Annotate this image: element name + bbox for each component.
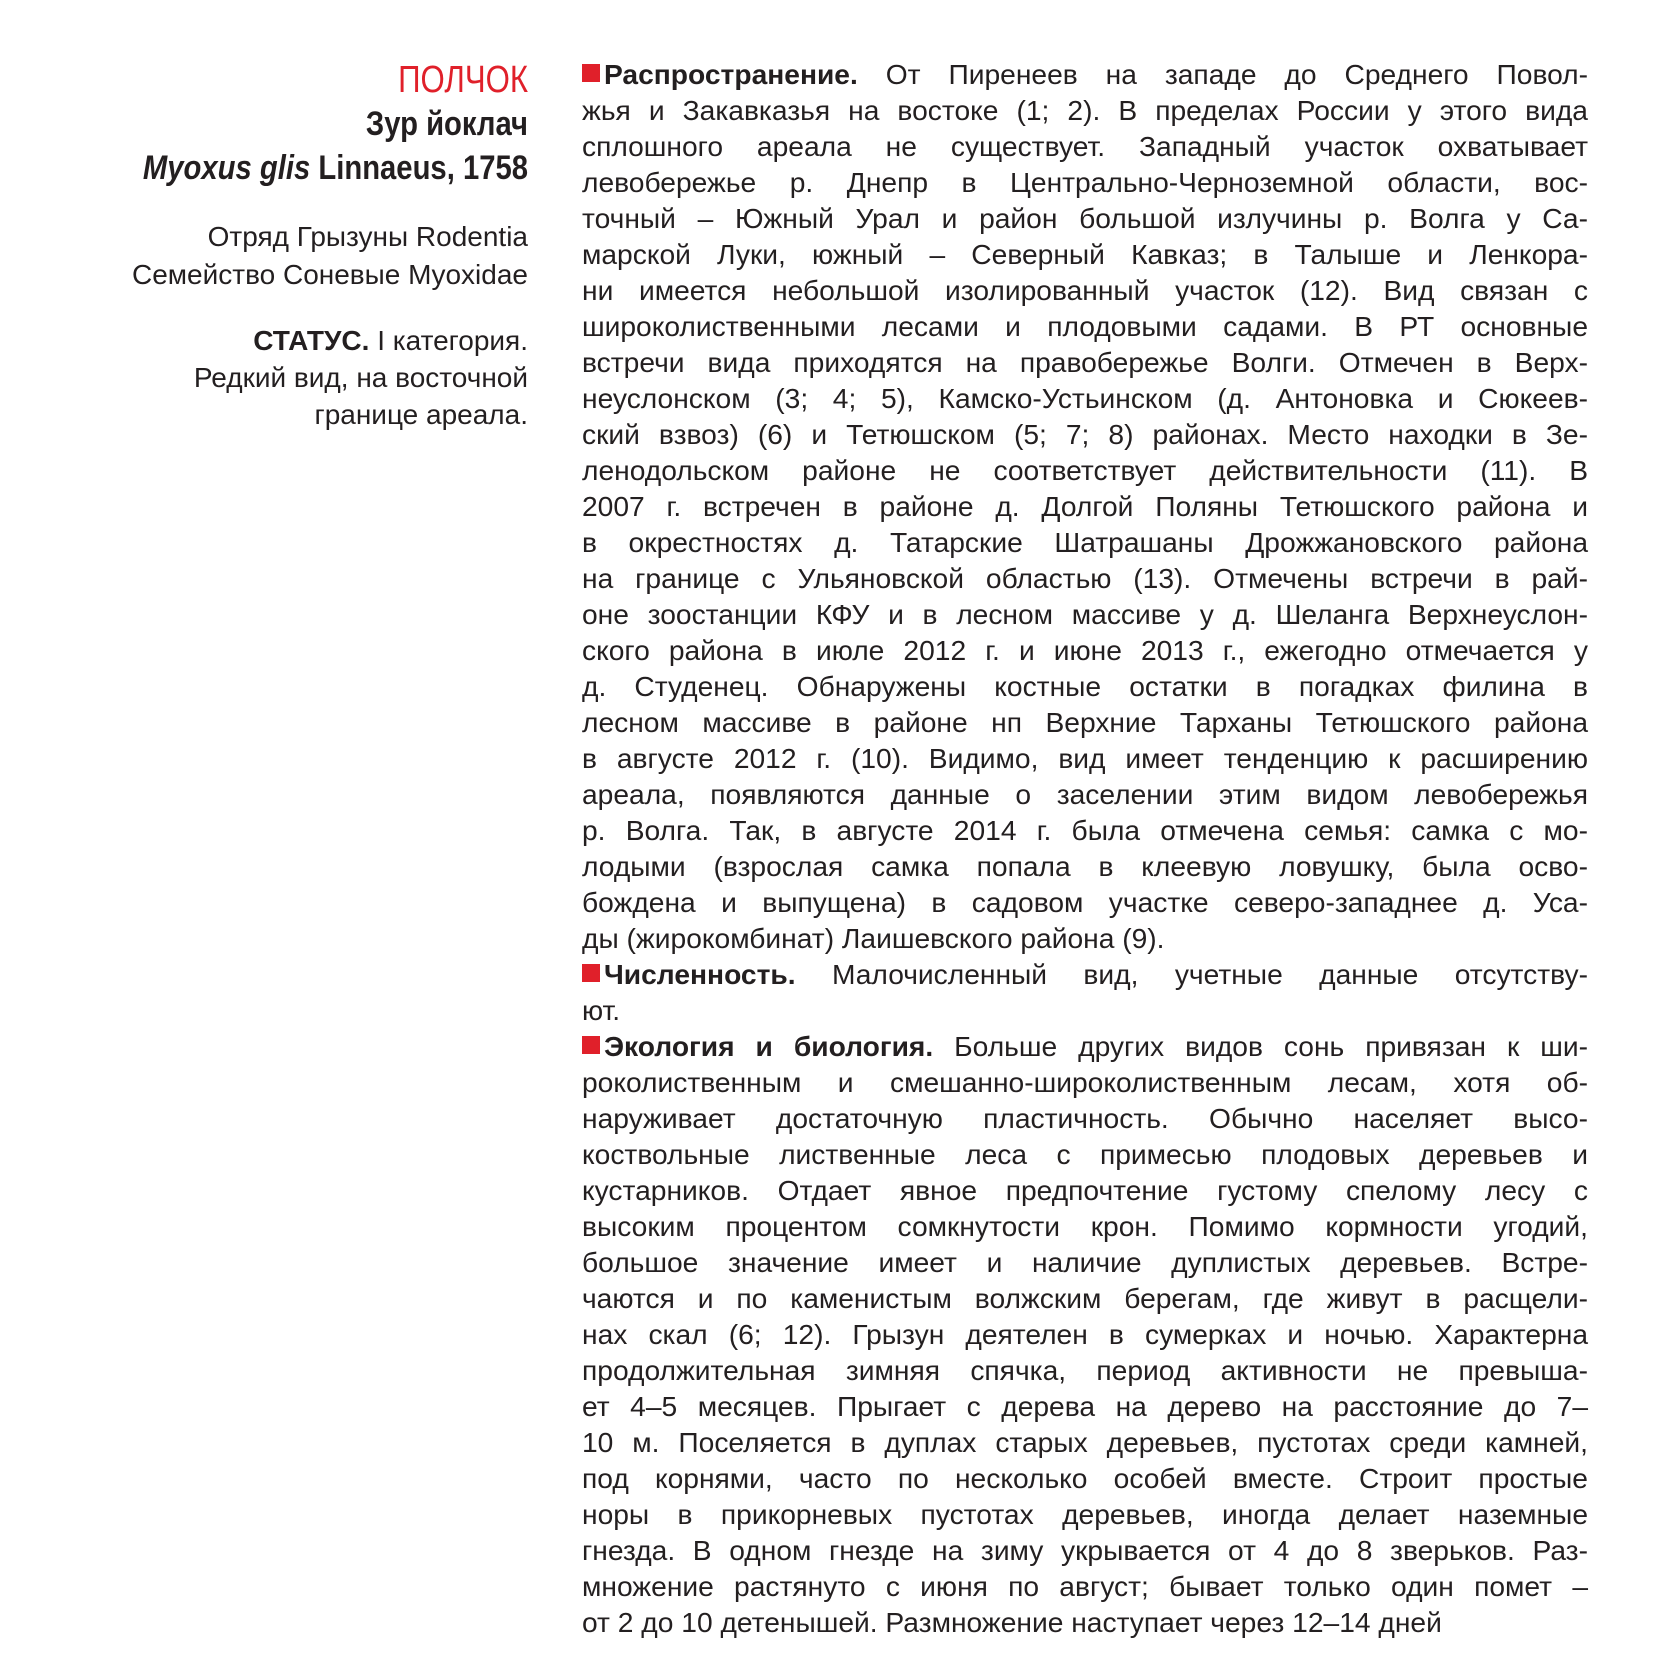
text-line	[582, 1316, 1588, 1352]
status-description-2: границе ареала.	[314, 399, 528, 430]
text-line	[582, 560, 1588, 596]
line-text: р. Волга. Так, в августе 2014 г. была отмечена семья: самка с мо-	[582, 814, 1588, 846]
text-line	[582, 1388, 1588, 1424]
text-line	[582, 1100, 1588, 1136]
line-text: ют.	[582, 994, 621, 1026]
line-text: широколиственными лесами и плодовыми садами. В РТ основные	[582, 310, 1588, 342]
text-line	[582, 1172, 1588, 1208]
line-text: бождена и выпущена) в садовом участке северо-западнее д. Уса-	[582, 886, 1588, 918]
taxon-order: Отряд Грызуны Rodentia	[207, 221, 528, 252]
text-line	[582, 848, 1588, 884]
line-text: множение растянуто с июня по август; бывает только один помет –	[582, 1570, 1588, 1602]
text-line	[582, 776, 1588, 812]
section-distribution	[582, 56, 1588, 956]
text-line	[582, 1280, 1588, 1316]
text-line	[582, 1604, 1588, 1640]
line-text: ленодольском районе не соответствует действительности (11). В	[582, 454, 1588, 486]
text-line	[582, 1064, 1588, 1100]
line-text: лесном массиве в районе нп Верхние Тарханы Тетюшского района	[582, 706, 1588, 738]
species-name-tatar: Зур йоклач	[365, 105, 528, 143]
section-heading: Распространение.	[604, 58, 858, 90]
line-text: роколиственным и смешанно-широколиственным лесам, хотя об-	[582, 1066, 1588, 1098]
text-line	[582, 740, 1588, 776]
line-text: большое значение имеет и наличие дуплистых деревьев. Встре-	[582, 1246, 1588, 1278]
conservation-status	[40, 322, 528, 433]
line-text: чаются и по каменистым волжским берегам, где живут в расщели-	[582, 1282, 1588, 1314]
line-text: сплошного ареала не существует. Западный участок охватывает	[582, 130, 1588, 162]
text-line	[582, 164, 1588, 200]
line-text: оне зоостанции КФУ и в лесном массиве у д. Шеланга Верхнеуслон-	[582, 598, 1588, 630]
line-text: Малочисленный вид, учетные данные отсутству-	[795, 958, 1588, 990]
line-text: встречи вида приходятся на правобережье Волги. Отмечен в Верх-	[582, 346, 1588, 378]
latin-binomial: Myoxus glis	[142, 149, 311, 187]
text-line	[582, 1568, 1588, 1604]
line-text: лодыми (взрослая самка попала в клеевую ловушку, была осво-	[582, 850, 1588, 882]
latin-author: Linnaeus, 1758	[310, 149, 528, 187]
taxon-family: Семейство Соневые Myoxidae	[131, 259, 528, 290]
line-text: неуслонском (3; 4; 5), Камско-Устьинском (д. Антоновка и Сюкеев-	[582, 382, 1588, 414]
text-line	[582, 632, 1588, 668]
line-text: коствольные лиственные леса с примесью плодовых деревьев и	[582, 1138, 1588, 1170]
text-line	[582, 812, 1588, 848]
text-line	[582, 272, 1588, 308]
line-text: высоким процентом сомкнутости крон. Помимо кормности угодий,	[582, 1210, 1588, 1242]
text-line	[582, 128, 1588, 164]
line-text: ский взвоз) (6) и Тетюшском (5; 7; 8) районах. Место находки в Зе-	[582, 418, 1588, 450]
line-text: гнезда. В одном гнезде на зиму укрывается от 4 до 8 зверьков. Раз-	[582, 1534, 1588, 1566]
text-line	[582, 236, 1588, 272]
text-line	[582, 884, 1588, 920]
section-heading: Экология и биология.	[604, 1030, 934, 1062]
line-text: ареала, появляются данные о заселении этим видом левобережья	[582, 778, 1588, 810]
line-text: ет 4–5 месяцев. Прыгает с дерева на дерево на расстояние до 7–	[582, 1390, 1588, 1422]
red-square-marker-icon	[582, 964, 600, 982]
text-line	[582, 1028, 1588, 1064]
text-line	[582, 1352, 1588, 1388]
line-text: жья и Закавказья на востоке (1; 2). В пределах России у этого вида	[582, 94, 1588, 126]
text-line	[582, 1460, 1588, 1496]
line-text: продолжительная зимняя спячка, период активности не превыша-	[582, 1354, 1588, 1386]
text-line	[582, 992, 1588, 1028]
line-text: 10 м. Поселяется в дуплах старых деревьев, пустотах среди камней,	[582, 1426, 1588, 1458]
line-text: ни имеется небольшой изолированный участок (12). Вид связан с	[582, 274, 1588, 306]
text-line	[582, 1208, 1588, 1244]
text-line	[582, 452, 1588, 488]
species-name-russian: ПОЛЧОК	[398, 59, 528, 101]
line-text: в августе 2012 г. (10). Видимо, вид имеет тенденцию к расширению	[582, 742, 1588, 774]
line-text: под корнями, часто по несколько особей вместе. Строит простые	[582, 1462, 1588, 1494]
line-text: от 2 до 10 детенышей. Размножение наступает через 12–14 дней	[582, 1606, 1442, 1638]
text-line	[582, 200, 1588, 236]
section-abundance	[582, 956, 1588, 1028]
text-line	[582, 704, 1588, 740]
line-text: нах скал (6; 12). Грызун деятелен в сумерках и ночью. Характерна	[582, 1318, 1588, 1350]
line-text: левобережье р. Днепр в Центрально-Черноземной области, вос-	[582, 166, 1588, 198]
line-text: Больше других видов сонь привязан к ши-	[933, 1030, 1589, 1062]
line-text: наруживает достаточную пластичность. Обычно населяет высо-	[582, 1102, 1588, 1134]
line-text: на границе с Ульяновской областью (13). Отмечены встречи в рай-	[582, 562, 1588, 594]
text-line	[582, 1496, 1588, 1532]
text-line	[582, 1424, 1588, 1460]
article-body	[582, 56, 1588, 1640]
text-line	[582, 92, 1588, 128]
text-line	[582, 380, 1588, 416]
status-label: СТАТУС.	[253, 325, 370, 356]
text-line	[582, 1532, 1588, 1568]
text-line	[582, 308, 1588, 344]
line-text: кустарников. Отдает явное предпочтение густому спелому лесу с	[582, 1174, 1588, 1206]
red-square-marker-icon	[582, 64, 600, 82]
line-text: 2007 г. встречен в районе д. Долгой Поляны Тетюшского района и	[582, 490, 1588, 522]
status-description-1: Редкий вид, на восточной	[193, 362, 528, 393]
red-square-marker-icon	[582, 1036, 600, 1054]
species-header	[40, 58, 528, 433]
species-name-latin	[108, 146, 528, 190]
line-text: в окрестностях д. Татарские Шатрашаны Дрожжановского района	[582, 526, 1588, 558]
line-text: точный – Южный Урал и район большой излучины р. Волга у Са-	[582, 202, 1588, 234]
section-heading: Численность.	[604, 958, 796, 990]
status-category: I категория.	[369, 325, 528, 356]
taxonomy	[40, 218, 528, 294]
text-line	[582, 596, 1588, 632]
section-ecology	[582, 1028, 1588, 1640]
line-text: норы в прикорневых пустотах деревьев, иногда делает наземные	[582, 1498, 1588, 1530]
line-text: ского района в июле 2012 г. и июне 2013 г., ежегодно отмечается у	[582, 634, 1588, 666]
text-line	[582, 524, 1588, 560]
line-text: ды (жирокомбинат) Лаишевского района (9).	[582, 922, 1165, 954]
text-line	[582, 668, 1588, 704]
text-line	[582, 1244, 1588, 1280]
text-line	[582, 956, 1588, 992]
line-text: От Пиренеев на западе до Среднего Повол-	[857, 58, 1588, 90]
text-line	[582, 416, 1588, 452]
line-text: д. Студенец. Обнаружены костные остатки в погадках филина в	[582, 670, 1588, 702]
text-line	[582, 920, 1588, 956]
text-line	[582, 344, 1588, 380]
text-line	[582, 488, 1588, 524]
text-line	[582, 1136, 1588, 1172]
text-line	[582, 56, 1588, 92]
line-text: марской Луки, южный – Северный Кавказ; в Талыше и Ленкора-	[582, 238, 1588, 270]
